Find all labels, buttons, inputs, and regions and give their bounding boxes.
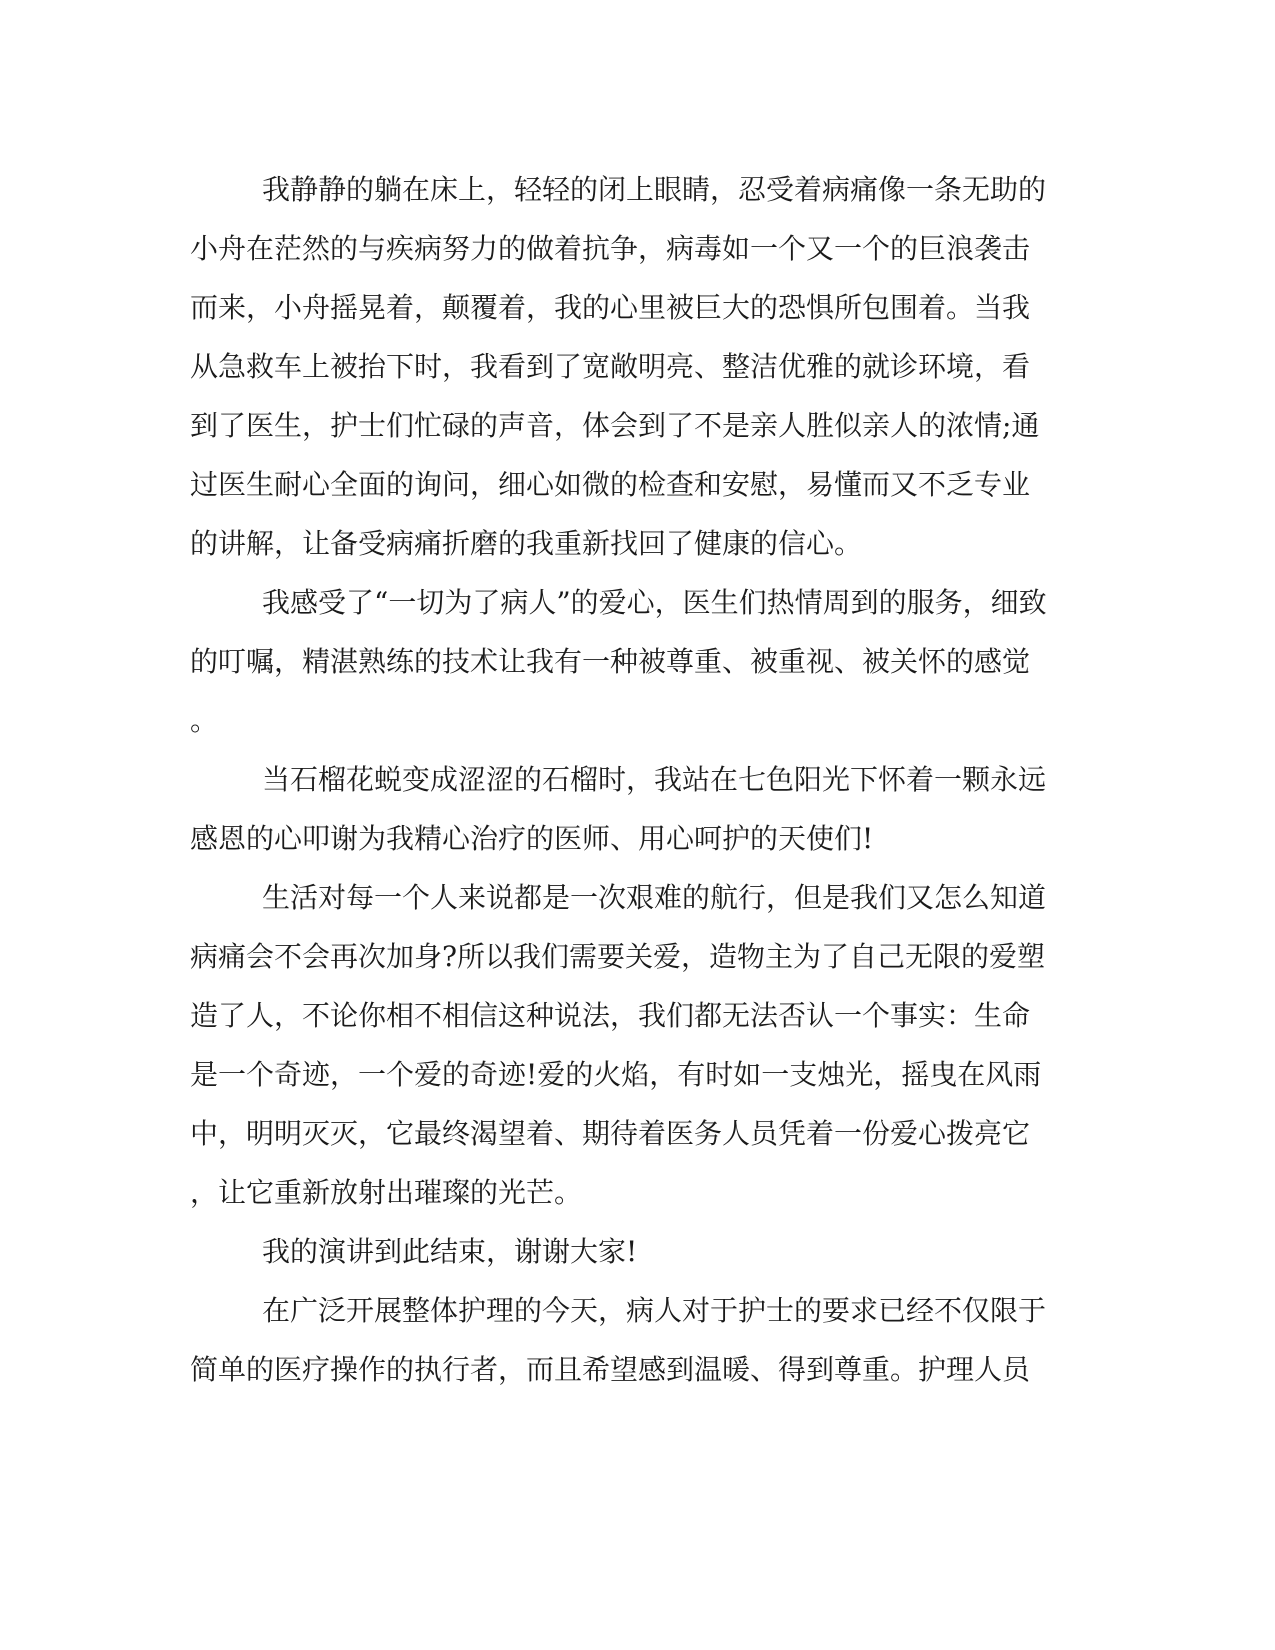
paragraph-4-line-3: 造了人，不论你相不相信这种说法，我们都无法否认一个事实：生命 [190, 999, 1031, 1032]
paragraph-4-line-6: ，让它重新放射出璀璨的光芒。 [190, 1176, 583, 1209]
paragraph-2-line-1: 我感受了“一切为了病人”的爱心，医生们热情周到的服务，细致 [262, 586, 1047, 619]
paragraph-4-line-2: 病痛会不会再次加身?所以我们需要关爱，造物主为了自己无限的爱塑 [190, 940, 1046, 973]
paragraph-3-line-2: 感恩的心叩谢为我精心治疗的医师、用心呵护的天使们! [190, 822, 874, 855]
paragraph-6-line-2: 简单的医疗操作的执行者，而且希望感到温暖、得到尊重。护理人员 [190, 1353, 1031, 1386]
paragraph-2-line-2: 的叮嘱，精湛熟练的技术让我有一种被尊重、被重视、被关怀的感觉 [190, 645, 1031, 678]
paragraph-1-line-3: 而来，小舟摇晃着，颠覆着，我的心里被巨大的恐惧所包围着。当我 [190, 291, 1031, 324]
paragraph-1-line-1: 我静静的躺在床上，轻轻的闭上眼睛，忍受着病痛像一条无助的 [262, 173, 1047, 206]
paragraph-1-line-5: 到了医生，护士们忙碌的声音，体会到了不是亲人胜似亲人的浓情;通 [190, 409, 1040, 442]
paragraph-3-line-1: 当石榴花蜕变成涩涩的石榴时，我站在七色阳光下怀着一颗永远 [262, 763, 1047, 796]
paragraph-6-line-1: 在广泛开展整体护理的今天，病人对于护士的要求已经不仅限于 [262, 1294, 1047, 1327]
paragraph-4-line-4: 是一个奇迹，一个爱的奇迹!爱的火焰，有时如一支烛光，摇曳在风雨 [190, 1058, 1042, 1091]
paragraph-2-line-3: 。 [190, 704, 219, 737]
paragraph-1-line-2: 小舟在茫然的与疾病努力的做着抗争，病毒如一个又一个的巨浪袭击 [190, 232, 1031, 265]
paragraph-4-line-1: 生活对每一个人来说都是一次艰难的航行，但是我们又怎么知道 [262, 881, 1047, 914]
paragraph-1-line-7: 的讲解，让备受病痛折磨的我重新找回了健康的信心。 [190, 527, 863, 560]
paragraph-1-line-4: 从急救车上被抬下时，我看到了宽敞明亮、整洁优雅的就诊环境，看 [190, 350, 1031, 383]
paragraph-4-line-5: 中，明明灭灭，它最终渴望着、期待着医务人员凭着一份爱心拨亮它 [190, 1117, 1031, 1150]
paragraph-1-line-6: 过医生耐心全面的询问，细心如微的检查和安慰，易懂而又不乏专业 [190, 468, 1031, 501]
paragraph-5-line-1: 我的演讲到此结束，谢谢大家! [262, 1235, 638, 1268]
